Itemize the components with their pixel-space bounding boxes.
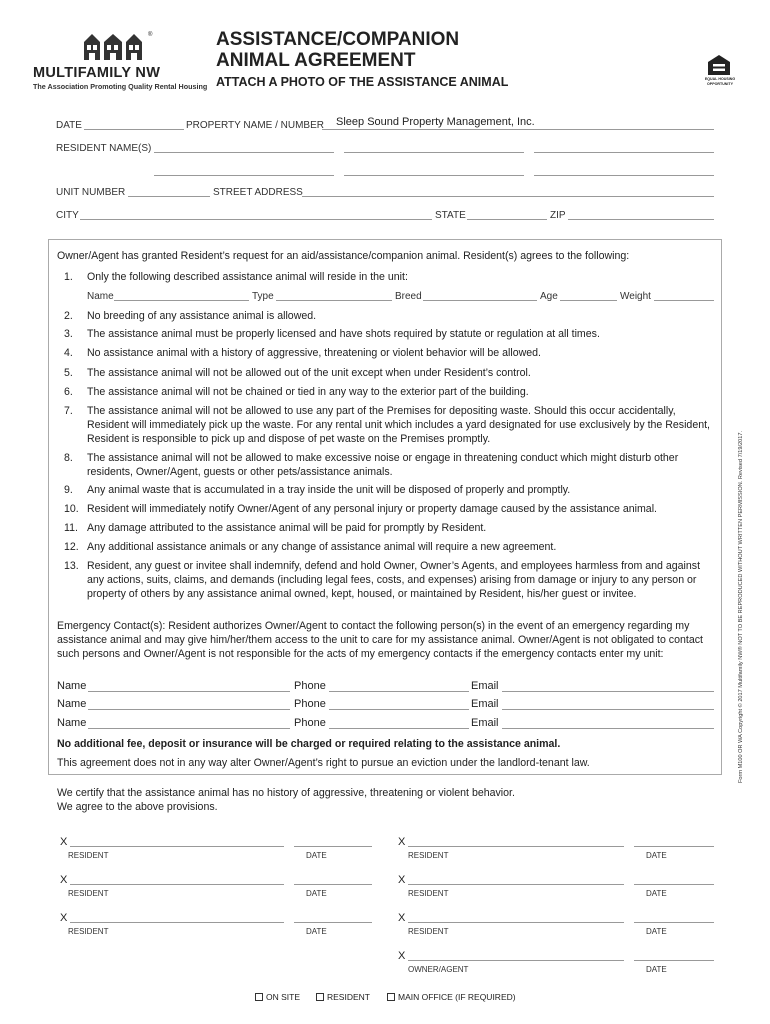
term-6 bbox=[64, 385, 716, 399]
emergency-name-field[interactable] bbox=[88, 709, 290, 710]
registered-mark: ® bbox=[148, 32, 153, 38]
resident-signature-field[interactable] bbox=[408, 922, 624, 923]
term-13 bbox=[64, 559, 716, 601]
term-number: 13. bbox=[64, 560, 79, 572]
property-name-value[interactable]: Sleep Sound Property Management, Inc. bbox=[336, 116, 535, 128]
no-fee-notice: No additional fee, deposit or insurance will be charged or required relating to the assistance animal. bbox=[57, 738, 561, 750]
term-number: 6. bbox=[64, 386, 73, 398]
animal-age-label: Age bbox=[540, 291, 558, 302]
term-5 bbox=[64, 366, 716, 380]
animal-age-field[interactable] bbox=[560, 300, 617, 301]
term-text: Any animal waste that is accumulated in a tray inside the unit will be disposed of properly and promptly. bbox=[87, 484, 571, 496]
resident-caption: RESIDENT bbox=[408, 851, 449, 860]
term-text: No assistance animal with a history of aggressive, threatening or violent behavior will be allowed. bbox=[87, 347, 542, 359]
emergency-name-label: Name bbox=[57, 680, 87, 692]
street-address-label: STREET ADDRESS bbox=[213, 187, 303, 198]
signature-x: X bbox=[60, 912, 68, 924]
property-name-label: PROPERTY NAME / NUMBER bbox=[186, 120, 324, 131]
checkbox-icon[interactable] bbox=[387, 993, 395, 1001]
term-number: 4. bbox=[64, 347, 73, 359]
resident-date-field[interactable] bbox=[634, 846, 714, 847]
equal-housing-line-2: OPPORTUNITY bbox=[707, 81, 733, 86]
title-line-1: ASSISTANCE/COMPANION bbox=[216, 29, 460, 50]
resident-name-field-5[interactable] bbox=[344, 175, 524, 176]
term-3 bbox=[64, 327, 716, 341]
copy-main-office[interactable] bbox=[387, 992, 516, 1002]
term-text: The assistance animal will not be allowed to make excessive noise or engage in threatening conduct which might disturb other residents, Owner/Agent, guests or other pets/assistance animals. bbox=[87, 452, 679, 478]
emergency-text: Emergency Contact(s): Resident authorizes Owner/Agent to contact the following person(s) in the event of an emergency regarding my assistance animal and may give him/her/them access to the unit to care for my assistance animal. Owner/Agent is not obligated to contact such persons and Owner/Agent is not responsible for the acts of my emergency contacts if the emergency contacts enter my unit: bbox=[57, 620, 703, 660]
copy-main-office-label: MAIN OFFICE (IF REQUIRED) bbox=[398, 992, 516, 1002]
resident-name-field-3[interactable] bbox=[534, 152, 714, 153]
zip-label: ZIP bbox=[550, 210, 566, 221]
state-field[interactable] bbox=[467, 219, 547, 220]
term-number: 12. bbox=[64, 541, 79, 553]
zip-field[interactable] bbox=[568, 219, 714, 220]
logo-tagline: The Association Promoting Quality Rental Housing bbox=[33, 82, 208, 91]
term-number: 8. bbox=[64, 452, 73, 464]
emergency-phone-label: Phone bbox=[294, 717, 326, 729]
term-text: The assistance animal will not be allowed to use any part of the Premises for depositing waste. Should this occur accidentally, Resident will immediately pick up the waste. For any rental unit which includes a yard designated for use exclusively by the Resident, Resident is responsible to pick up and dispose of pet waste on the Premises promptly. bbox=[87, 405, 710, 445]
term-text: The assistance animal must be properly licensed and have shots required by statute or regulation at all times. bbox=[87, 328, 600, 340]
property-name-field[interactable] bbox=[322, 129, 714, 130]
owner-agent-date-field[interactable] bbox=[634, 960, 714, 961]
emergency-email-field[interactable] bbox=[502, 728, 714, 729]
certification-text bbox=[57, 786, 515, 814]
resident-date-field[interactable] bbox=[634, 922, 714, 923]
resident-signature-field[interactable] bbox=[408, 884, 624, 885]
unit-number-field[interactable] bbox=[128, 196, 210, 197]
emergency-name-field[interactable] bbox=[88, 691, 290, 692]
emergency-name-label: Name bbox=[57, 717, 87, 729]
date-caption: DATE bbox=[646, 889, 667, 898]
date-caption: DATE bbox=[646, 965, 667, 974]
resident-date-field[interactable] bbox=[634, 884, 714, 885]
state-label: STATE bbox=[435, 210, 466, 221]
copy-on-site-label: ON SITE bbox=[266, 992, 301, 1002]
emergency-phone-label: Phone bbox=[294, 680, 326, 692]
signature-x: X bbox=[398, 874, 406, 886]
animal-weight-field[interactable] bbox=[654, 300, 714, 301]
resident-names-label: RESIDENT NAME(S) bbox=[56, 143, 152, 154]
term-number: 7. bbox=[64, 405, 73, 417]
resident-date-field[interactable] bbox=[294, 884, 372, 885]
owner-agent-signature-field[interactable] bbox=[408, 960, 624, 961]
resident-caption: RESIDENT bbox=[68, 889, 109, 898]
emergency-phone-label: Phone bbox=[294, 698, 326, 710]
term-text: Only the following described assistance animal will reside in the unit: bbox=[87, 271, 408, 283]
resident-caption: RESIDENT bbox=[68, 927, 109, 936]
term-number: 5. bbox=[64, 367, 73, 379]
resident-name-field-6[interactable] bbox=[534, 175, 714, 176]
signature-x: X bbox=[398, 836, 406, 848]
resident-signature-field[interactable] bbox=[70, 884, 284, 885]
term-text: The assistance animal will not be allowed out of the unit except when under Resident’s control. bbox=[87, 367, 531, 379]
term-text: The assistance animal will not be chained or tied in any way to the exterior part of the building. bbox=[87, 386, 529, 398]
owner-agent-caption: OWNER/AGENT bbox=[408, 965, 469, 974]
animal-breed-label: Breed bbox=[395, 291, 422, 302]
emergency-phone-field[interactable] bbox=[329, 709, 469, 710]
term-12 bbox=[64, 540, 716, 554]
side-copyright-note: Form M100 OR WA Copyright © 2017 Multifamily NW® NOT TO BE REPRODUCED WITHOUT WRITTEN PERMISSION. Revised 7/19/2017. bbox=[738, 430, 744, 783]
emergency-name-label: Name bbox=[57, 698, 87, 710]
checkbox-icon[interactable] bbox=[316, 993, 324, 1001]
copy-on-site[interactable] bbox=[255, 992, 300, 1002]
resident-caption: RESIDENT bbox=[68, 851, 109, 860]
eviction-notice: This agreement does not in any way alter Owner/Agent’s right to pursue an eviction under the landlord-tenant law. bbox=[57, 757, 590, 769]
equal-housing-line-1: EQUAL HOUSING bbox=[704, 77, 736, 81]
animal-name-label: Name bbox=[87, 291, 114, 302]
animal-weight-label: Weight bbox=[620, 291, 651, 302]
date-caption: DATE bbox=[306, 851, 327, 860]
intro-text: Owner/Agent has granted Resident’s request for an aid/assistance/companion animal. Resident(s) agrees to the following: bbox=[57, 250, 630, 262]
signature-x: X bbox=[60, 836, 68, 848]
resident-name-field-2[interactable] bbox=[344, 152, 524, 153]
emergency-phone-field[interactable] bbox=[329, 691, 469, 692]
animal-breed-field[interactable] bbox=[423, 300, 537, 301]
term-text: Resident will immediately notify Owner/Agent of any personal injury or property damage caused by the assistance animal. bbox=[87, 503, 657, 515]
subtitle: ATTACH A PHOTO OF THE ASSISTANCE ANIMAL bbox=[216, 75, 509, 89]
term-number: 11. bbox=[64, 522, 78, 534]
date-field[interactable] bbox=[84, 129, 184, 130]
logo bbox=[32, 32, 208, 91]
resident-date-field[interactable] bbox=[294, 922, 372, 923]
signature-x: X bbox=[398, 912, 406, 924]
emergency-email-field[interactable] bbox=[502, 709, 714, 710]
term-7 bbox=[64, 404, 716, 446]
resident-name-field-1[interactable] bbox=[154, 152, 334, 153]
emergency-email-field[interactable] bbox=[502, 691, 714, 692]
copy-resident[interactable] bbox=[316, 992, 370, 1002]
unit-number-label: UNIT NUMBER bbox=[56, 187, 126, 198]
emergency-email-label: Email bbox=[471, 680, 499, 692]
signature-x: X bbox=[60, 874, 68, 886]
term-number: 3. bbox=[64, 328, 73, 340]
term-8 bbox=[64, 451, 716, 479]
term-10 bbox=[64, 502, 716, 516]
term-number: 1. bbox=[64, 271, 73, 283]
date-caption: DATE bbox=[646, 927, 667, 936]
resident-caption: RESIDENT bbox=[408, 927, 449, 936]
certify-line-1: We certify that the assistance animal has no history of aggressive, threatening or violent behavior. bbox=[57, 787, 515, 799]
animal-name-field[interactable] bbox=[114, 300, 249, 301]
term-2 bbox=[64, 309, 716, 323]
street-address-field[interactable] bbox=[302, 196, 714, 197]
date-caption: DATE bbox=[646, 851, 667, 860]
term-number: 2. bbox=[64, 310, 73, 322]
term-11 bbox=[64, 521, 716, 535]
emergency-email-label: Email bbox=[471, 717, 499, 729]
checkbox-icon[interactable] bbox=[255, 993, 263, 1001]
resident-date-field[interactable] bbox=[294, 846, 372, 847]
equal-housing-icon bbox=[707, 54, 731, 76]
resident-signature-field[interactable] bbox=[408, 846, 624, 847]
resident-signature-field[interactable] bbox=[70, 846, 284, 847]
term-number: 10. bbox=[64, 503, 79, 515]
buildings-logo-icon bbox=[82, 32, 146, 62]
signature-x: X bbox=[398, 950, 406, 962]
date-label: DATE bbox=[56, 120, 82, 131]
city-field[interactable] bbox=[80, 219, 432, 220]
emergency-phone-field[interactable] bbox=[329, 728, 469, 729]
copy-resident-label: RESIDENT bbox=[327, 992, 370, 1002]
term-text: No breeding of any assistance animal is allowed. bbox=[87, 310, 317, 322]
city-label: CITY bbox=[56, 210, 79, 221]
certify-line-2: We agree to the above provisions. bbox=[57, 801, 218, 813]
logo-name: MULTIFAMILY NW bbox=[33, 65, 161, 81]
term-number: 9. bbox=[64, 484, 73, 496]
emergency-name-field[interactable] bbox=[88, 728, 290, 729]
term-1 bbox=[64, 270, 716, 284]
title-line-2: ANIMAL AGREEMENT bbox=[216, 50, 416, 71]
animal-type-field[interactable] bbox=[276, 300, 392, 301]
term-text: Any damage attributed to the assistance animal will be paid for promptly by Resident. bbox=[87, 522, 487, 534]
resident-caption: RESIDENT bbox=[408, 889, 449, 898]
term-text: Any additional assistance animals or any change of assistance animal will require a new agreement. bbox=[87, 541, 557, 553]
equal-housing-logo bbox=[700, 54, 740, 90]
resident-signature-field[interactable] bbox=[70, 922, 284, 923]
date-caption: DATE bbox=[306, 927, 327, 936]
term-9 bbox=[64, 483, 716, 497]
page-title bbox=[216, 29, 459, 71]
term-text: Resident, any guest or invitee shall indemnify, defend and hold Owner, Owner’s Agents, and employees harmless from and against any actions, suits, claims, and demands (including legal fees, costs, and expenses) arising from damage or injury to any person or property of others by any assistance animal owned, kept, housed, or maintained by Resident, his/her guest or invitee. bbox=[87, 560, 701, 600]
animal-type-label: Type bbox=[252, 291, 274, 302]
emergency-email-label: Email bbox=[471, 698, 499, 710]
term-4 bbox=[64, 346, 716, 360]
resident-name-field-4[interactable] bbox=[154, 175, 334, 176]
date-caption: DATE bbox=[306, 889, 327, 898]
